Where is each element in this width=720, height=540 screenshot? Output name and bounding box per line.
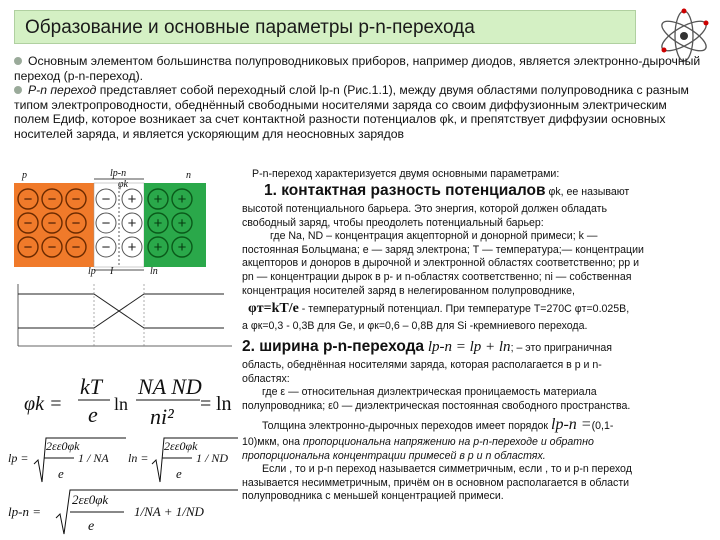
svg-text:2εε0φk: 2εε0φk: [46, 439, 80, 453]
svg-text:φk =: φk =: [24, 393, 63, 415]
svg-text:=: =: [200, 393, 212, 415]
thickness-body: 10)мкм, она пропорциональна напряжению на p-n-переходе и обратно пропорциональна концентрации примесей в p и n областях. Если , то и p-n переход называется симметричным, если , то и p-n переход называется несимметричным, причём он в основном располагается в области полупроводника с меньшей концентрацией примеси.: [242, 436, 632, 503]
acceptor-ion: −: [47, 239, 57, 256]
ln-label: ln: [150, 266, 158, 277]
phit-line: φт=kT/e - температурный потенциал. При температуре T=270C φт=0.025B,: [248, 301, 630, 316]
bullet-list: [14, 54, 704, 142]
param2-body: область, обеднённая носителями заряда, которая располагается в р и n- областях: где ε — относительная диэлектрическая проницаемость материала полупроводника; ε0 — диэлектрическая постоянная свободного пространства.: [242, 359, 631, 412]
acceptor-ion: −: [47, 191, 57, 208]
acceptor-ion: −: [101, 191, 111, 208]
slide-title-box: [14, 10, 636, 44]
svg-text:e: e: [88, 519, 95, 534]
svg-text:1 / ND: 1 / ND: [196, 451, 229, 465]
param1-heading: 1. контактная разность потенциалов φk, ее называют: [264, 182, 630, 199]
potential-graph: [14, 280, 236, 350]
svg-text:lp-n =: lp-n =: [8, 504, 41, 519]
phik-label: φk: [118, 179, 128, 190]
svg-text:1 / NA: 1 / NA: [78, 451, 109, 465]
svg-text:2εε0φk: 2εε0φk: [72, 492, 109, 507]
svg-text:lp =: lp =: [8, 451, 29, 465]
svg-text:NA ND: NA ND: [138, 374, 202, 399]
bullet-dot-icon: [14, 86, 22, 94]
svg-text:kT: kT: [80, 374, 102, 399]
donor-ion: +: [177, 215, 187, 232]
acceptor-ion: −: [47, 215, 57, 232]
svg-text:ln =: ln =: [128, 451, 149, 465]
donor-ion: +: [127, 191, 137, 208]
acceptor-ion: −: [101, 239, 111, 256]
ln-formula: [128, 434, 240, 488]
bullet-2: P-n переход представляет собой переходный слой lp-n (Рис.1.1), между двумя областями полупроводника с разным типом электропроводности, обеднённый свободными носителями заряда со своим диффузионным электрическим полем Eдиф, которое возникает за счет контактной разности потенциалов φk, и препятствует диффузии основных носителей заряда, и является ускоряющим для неосновных зарядов: [14, 83, 689, 141]
acceptor-ion: −: [23, 215, 33, 232]
svg-text:2εε0φk: 2εε0φk: [164, 439, 198, 453]
phik-formula-alt: [200, 372, 242, 432]
lpn-formula: [8, 486, 240, 538]
bullet-dot-icon: [14, 57, 22, 65]
params-intro: P-n-переход характеризуется двумя основными параметрами:: [252, 168, 560, 180]
donor-ion: +: [153, 215, 163, 232]
donor-ion: +: [177, 191, 187, 208]
acceptor-ion: −: [23, 239, 33, 256]
donor-ion: +: [153, 191, 163, 208]
acceptor-ion: −: [71, 191, 81, 208]
acceptor-ion: −: [71, 215, 81, 232]
lp-formula: [8, 434, 128, 488]
acceptor-ion: −: [23, 191, 33, 208]
donor-ion: +: [127, 215, 137, 232]
acceptor-ion: −: [101, 215, 111, 232]
thickness-line: Толщина электронно-дырочных переходов имеет порядок lp-n =(0,1-: [262, 416, 614, 433]
donor-ion: +: [153, 239, 163, 256]
svg-text:1/NA + 1/ND: 1/NA + 1/ND: [134, 504, 204, 519]
acceptor-ion: −: [71, 239, 81, 256]
donor-ion: +: [127, 239, 137, 256]
slide-title: Образование и основные параметры p-n-перехода: [25, 17, 475, 38]
n-label: n: [186, 170, 191, 181]
svg-text:e: e: [58, 466, 64, 481]
lpn-label: lp-n: [110, 168, 127, 179]
svg-text:e: e: [176, 466, 182, 481]
p-label: p: [22, 170, 27, 181]
phit-line2: а φк=0,3 - 0,3В для Ge, и φк=0,6 – 0,8В для Si -кремниевого перехода.: [242, 320, 588, 332]
pn-junction-diagram: [14, 167, 236, 277]
svg-text:e: e: [88, 402, 98, 427]
svg-text:ln: ln: [114, 394, 129, 414]
svg-text:ni²: ni²: [150, 404, 174, 429]
donor-ion: +: [177, 239, 187, 256]
bullet-1: Основным элементом большинства полупроводниковых приборов, например диодов, является электронно-дырочный переход (p-n-переход).: [14, 54, 701, 83]
current-label: I: [110, 266, 114, 277]
param2-heading: 2. ширина p-n-перехода lp-n = lp + ln; – это приграничная: [242, 338, 612, 355]
svg-text:ln: ln: [216, 393, 232, 415]
param1-body: высотой потенциального барьера. Это энергия, которой должен обладать свободный заряд, чтобы преодолеть потенциальный барьер: где Nа, ND – концентрация акцепторной и донорной примеси; k — постоянная Больцмана; е — заряд электрона; Т — температура;— концентрации акцепторов и доноров в дырочной и электронной областях соответственно; pp и pn — концентрации дырок в р- и n-областях соответственно; ni — собственная концентрация носителей заряд в нелегированном полупроводнике,: [242, 203, 644, 297]
lp-label: lp: [88, 266, 96, 277]
